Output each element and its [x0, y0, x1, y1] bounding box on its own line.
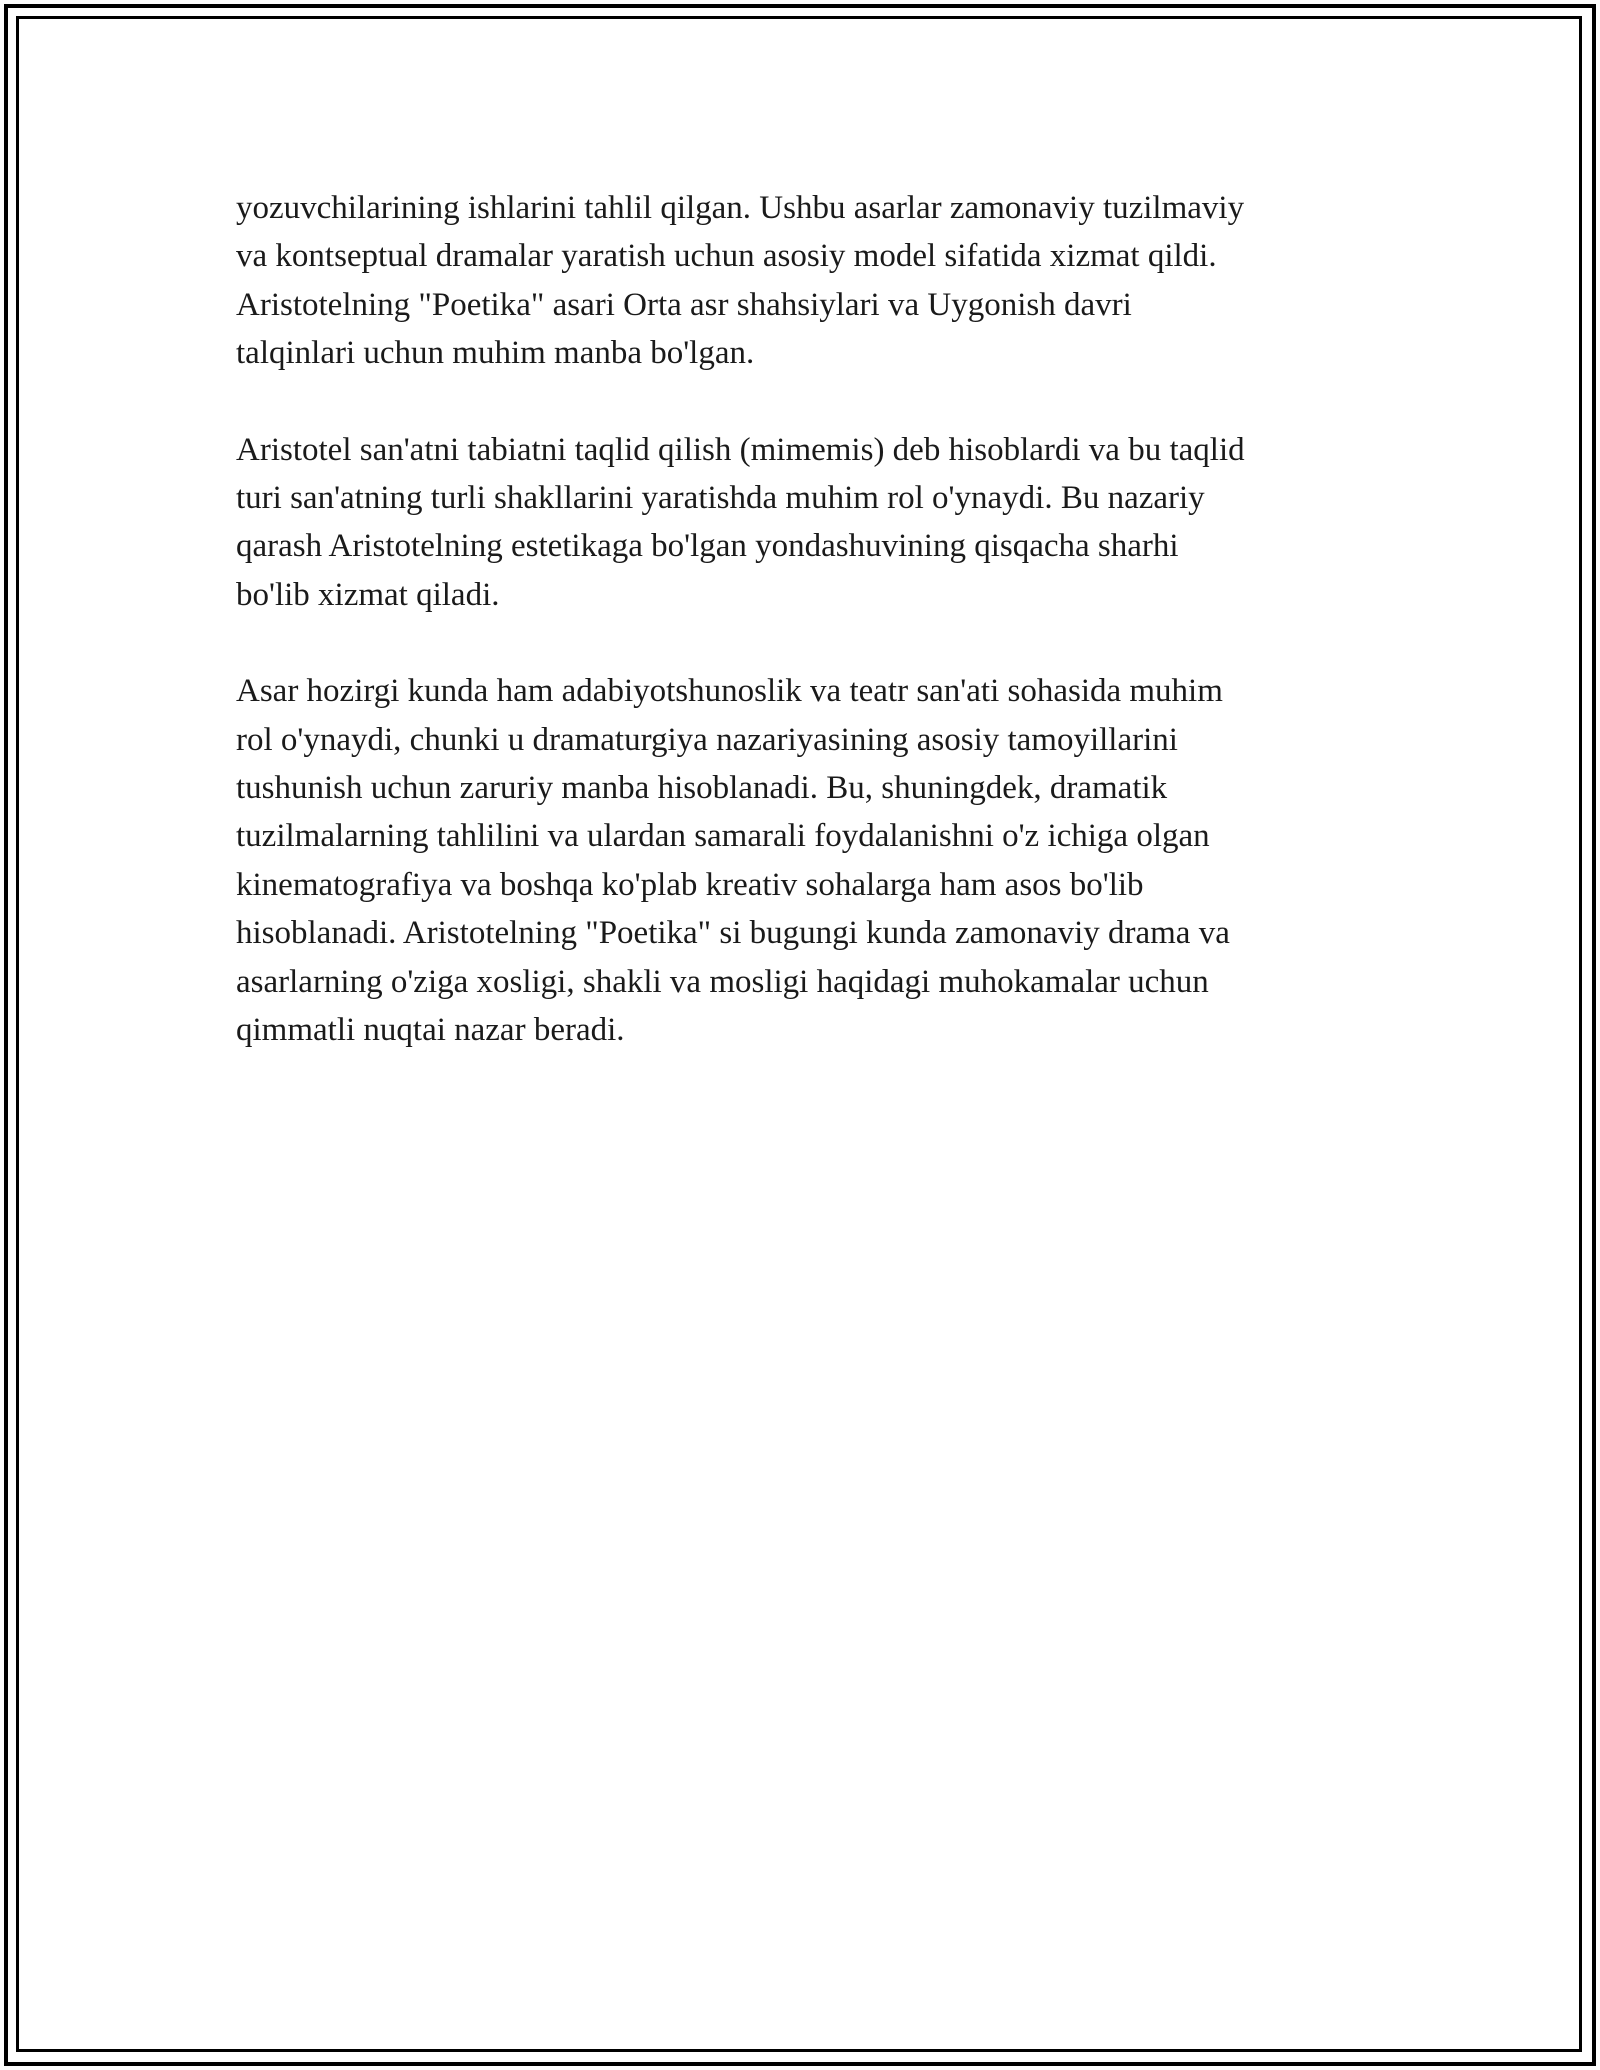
- paragraph-line: Asar hozirgi kunda ham adabiyotshunoslik va teatr san'ati sohasida muhim: [236, 673, 1223, 710]
- paragraph-1: [236, 184, 1376, 378]
- document-body: [236, 184, 1376, 1103]
- paragraph-line: va kontseptual dramalar yaratish uchun asosiy model sifatida xizmat qildi.: [236, 238, 1217, 275]
- paragraph-line: asarlarning o'ziga xosligi, shakli va mosligi haqidagi muhokamalar uchun: [236, 963, 1209, 1000]
- paragraph-line: talqinlari uchun muhim manba bo'lgan.: [236, 335, 755, 372]
- paragraph-line: rol o'ynaydi, chunki u dramaturgiya nazariyasining asosiy tamoyillarini: [236, 721, 1178, 758]
- paragraph-line: bo'lib xizmat qiladi.: [236, 576, 500, 613]
- paragraph-line: Aristotelning "Poetika" asari Orta asr shahsiylari va Uygonish davri: [236, 286, 1132, 323]
- paragraph-line: tushunish uchun zaruriy manba hisoblanadi. Bu, shuningdek, dramatik: [236, 770, 1168, 807]
- paragraph-line: Aristotel san'atni tabiatni taqlid qilish (mimemis) deb hisoblardi va bu taqlid: [236, 431, 1245, 468]
- paragraph-line: turi san'atning turli shakllarini yaratishda muhim rol o'ynaydi. Bu nazariy: [236, 480, 1205, 517]
- paragraph-line: kinematografiya va boshqa ko'plab kreativ sohalarga ham asos bo'lib: [236, 866, 1144, 903]
- paragraph-line: hisoblanadi. Aristotelning "Poetika" si bugungi kunda zamonaviy drama va: [236, 915, 1230, 952]
- paragraph-line: tuzilmalarning tahlilini va ulardan samarali foydalanishni o'z ichiga olgan: [236, 818, 1210, 855]
- paragraph-line: yozuvchilarining ishlarini tahlil qilgan. Ushbu asarlar zamonaviy tuzilmaviy: [236, 190, 1245, 226]
- paragraph-3: [236, 667, 1376, 1054]
- paragraph-2: [236, 426, 1376, 620]
- paragraph-line: qarash Aristotelning estetikaga bo'lgan yondashuvining qisqacha sharhi: [236, 528, 1179, 565]
- paragraph-line: qimmatli nuqtai nazar beradi.: [236, 1012, 625, 1049]
